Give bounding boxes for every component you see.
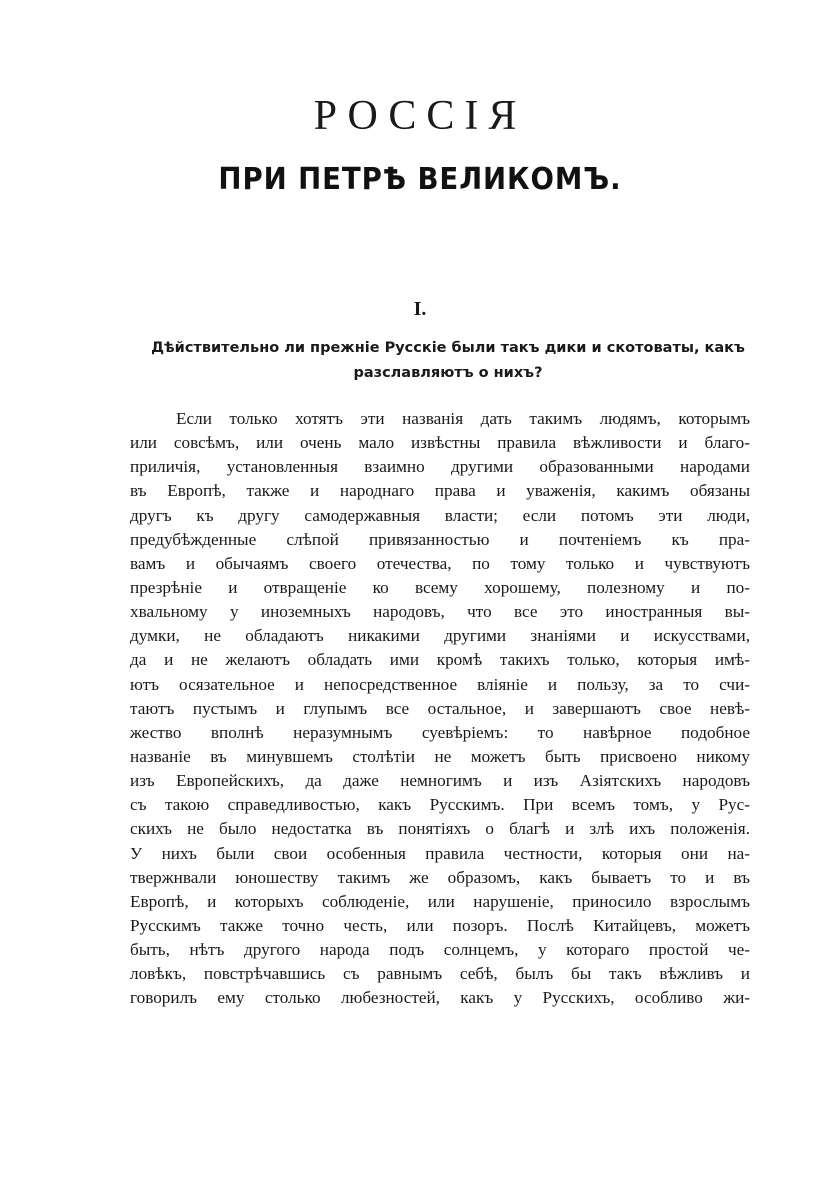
body-line: скихъ не было недостатка въ понятіяхъ о благѣ и злѣ ихъ положенія. (130, 819, 750, 839)
body-line: твержнвали юношеству такимъ же образомъ, какъ бываетъ то и въ (130, 867, 750, 887)
section-heading: Дѣйствительно ли прежніе Русскіе были такъ дики и скотоваты, какъ разславляютъ о нихъ? (151, 340, 745, 381)
document-title: РОССІЯ (313, 93, 527, 139)
body-line: думки, не обладаютъ никакими другими знаніями и искусствами, (130, 626, 750, 646)
body-line: или совсѣмъ, или очень мало извѣстны правила вѣжливости и благо- (130, 433, 750, 453)
body-line: быть, нѣтъ другого народа подъ солнцемъ, у котораго простой че- (130, 940, 750, 960)
body-text (130, 407, 750, 1011)
body-line: съ такою справедливостью, какъ Русскимъ. При всемъ томъ, у Рус- (130, 795, 750, 815)
body-line: другъ къ другу самодержавныя власти; если потомъ эти люди, (130, 505, 750, 525)
body-line: У нихъ были свои особенныя правила честности, которыя они на- (130, 843, 750, 863)
body-line: хвальному у иноземныхъ народовъ, что все это иностранныя вы- (130, 602, 750, 622)
body-line: изъ Европейскихъ, да даже немногимъ и изъ Азіятскихъ народовъ (130, 771, 750, 791)
body-line: Русскимъ также точно честь, или позоръ. Послѣ Китайцевъ, можетъ (130, 915, 750, 935)
body-line: приличія, установленныя взаимно другими образованными народами (130, 457, 750, 477)
body-line: презрѣніе и отвращеніе ко всему хорошему, полезному и по- (130, 577, 750, 597)
section-number: I. (413, 298, 427, 320)
document-subtitle: ПРИ ПЕТРѢ ВЕЛИКОМЪ. (218, 162, 622, 197)
body-line: ловѣкъ, повстрѣчавшись съ равнымъ себѣ, былъ бы такъ вѣжливъ и (130, 964, 750, 984)
body-line: говорилъ ему столько любезностей, какъ у Русскихъ, особливо жи- (130, 988, 750, 1008)
body-line: таютъ пустымъ и глупымъ все остальное, и завершаютъ свое невѣ- (130, 698, 750, 718)
body-line: ютъ осязательное и непосредственное вліяніе и пользу, за то счи- (130, 674, 750, 694)
body-line: въ Европѣ, также и народнаго права и уваженія, какимъ обязаны (130, 481, 750, 501)
body-line: предубѣжденные слѣпой привязанностью и почтеніемъ къ пра- (130, 529, 750, 549)
body-line: названіе въ минувшемъ столѣтіи не можетъ быть присвоено никому (130, 746, 750, 766)
body-line: вамъ и обычаямъ своего отечества, по тому только и чувствуютъ (130, 553, 750, 573)
body-line: да и не желаютъ обладать ими кромѣ такихъ только, которыя имѣ- (130, 650, 750, 670)
body-line: Если только хотятъ эти названія дать такимъ людямъ, которымъ (176, 409, 750, 428)
body-line: Европѣ, и которыхъ соблюденіе, или нарушеніе, приносило взрослымъ (130, 891, 750, 911)
body-line: жество вполнѣ неразумнымъ суевѣріемъ: то навѣрное подобное (130, 722, 750, 742)
